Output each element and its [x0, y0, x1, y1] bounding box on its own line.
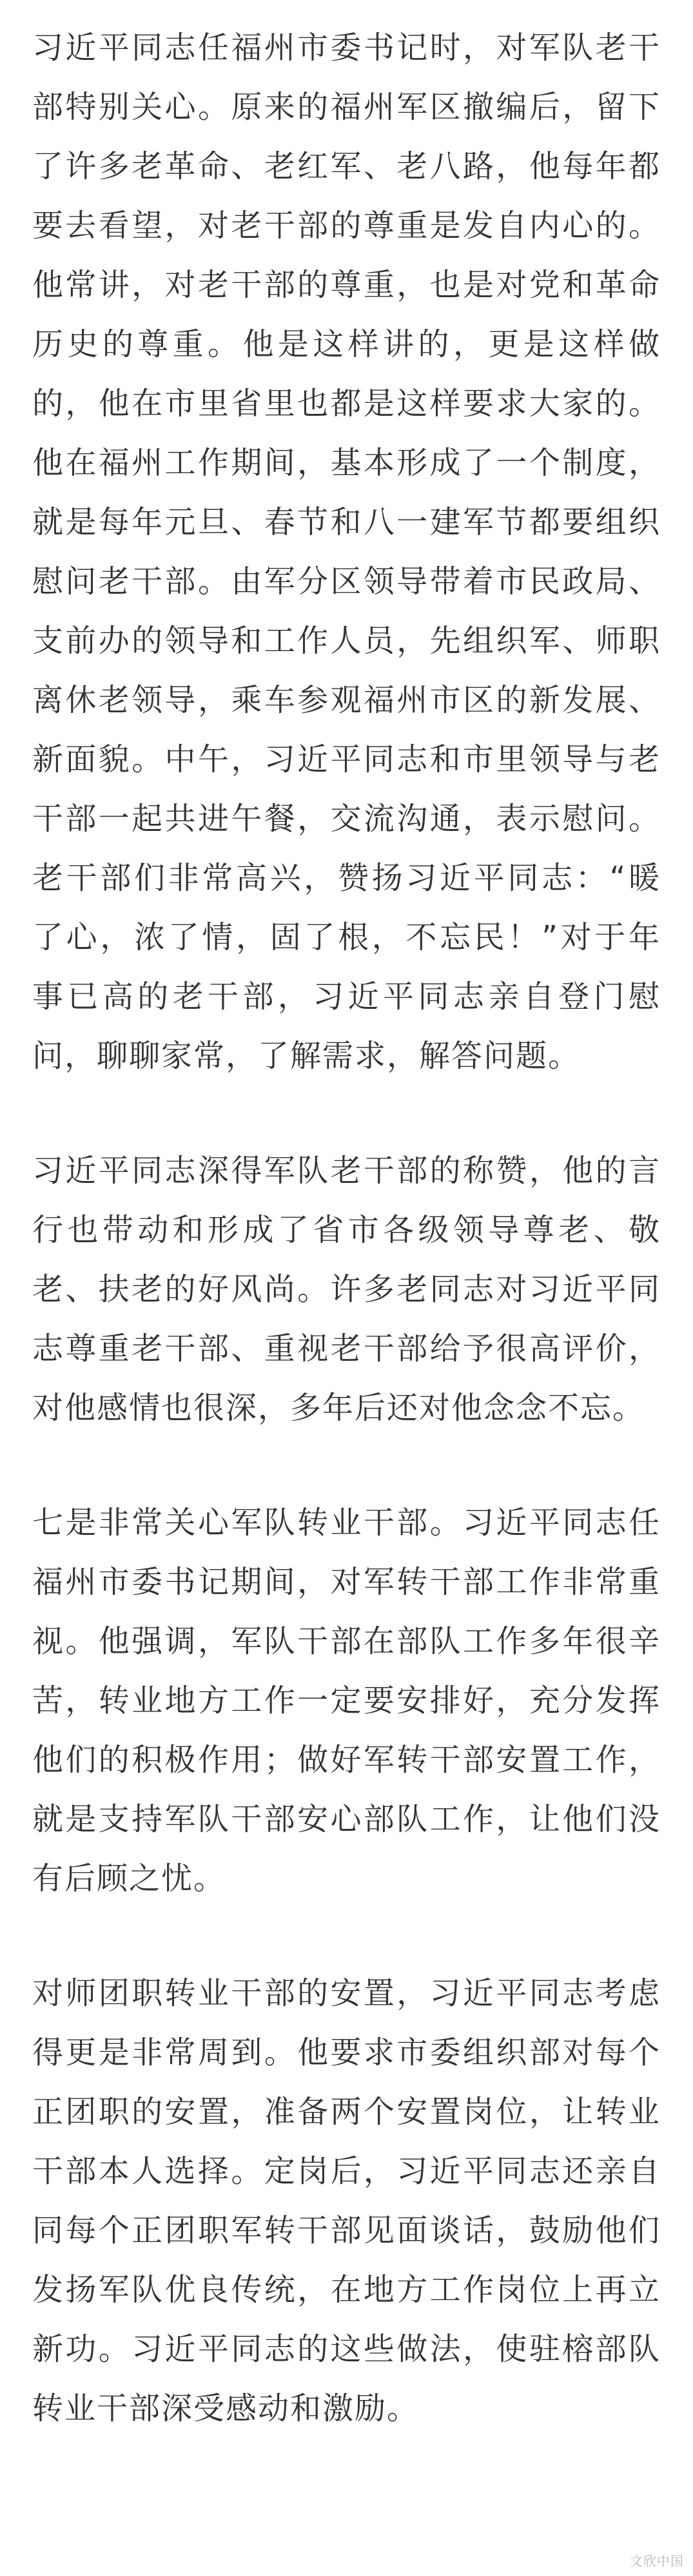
paragraph-3: 七是非常关心军队转业干部。习近平同志任福州市委书记期间，对军转干部工作非常重视。他强调，军队干部在部队工作多年很辛苦，转业地方工作一定要安排好，充分发挥他们的积极作用；做好军转干部安置工作，就是支持军队干部安心部队工作，让他们没有后顾之忧。: [32, 1505, 661, 1897]
watermark: 文欣中国: [630, 2553, 684, 2569]
article-body: [32, 18, 661, 2493]
paragraph-1: 习近平同志任福州市委书记时，对军队老干部特别关心。原来的福州军区撤编后，留下了许多老革命、老红军、老八路，他每年都要去看望，对老干部的尊重是发自内心的。他常讲，对老干部的尊重，也是对党和革命历史的尊重。他是这样讲的，更是这样做的，他在市里省里也都是这样要求大家的。他在福州工作期间，基本形成了一个制度，就是每年元旦、春节和八一建军节都要组织慰问老干部。由军分区领导带着市民政局、支前办的领导和工作人员，先组织军、师职离休老领导，乘车参观福州市区的新发展、新面貌。中午，习近平同志和市里领导与老干部一起共进午餐，交流沟通，表示慰问。老干部们非常高兴，赞扬习近平同志：“暖了心，浓了情，固了根，不忘民！”对于年事已高的老干部，习近平同志亲自登门慰问，聊聊家常，了解需求，解答问题。: [32, 30, 661, 1074]
paragraph-4: 对师团职转业干部的安置，习近平同志考虑得更是非常周到。他要求市委组织部对每个正团职的安置，准备两个安置岗位，让转业干部本人选择。定岗后，习近平同志还亲自同每个正团职军转干部见面谈话，鼓励他们发扬军队优良传统，在地方工作岗位上再立新功。习近平同志的这些做法，使驻榕部队转业干部深受感动和激励。: [32, 1975, 661, 2426]
paragraph-2: 习近平同志深得军队老干部的称赞，他的言行也带动和形成了省市各级领导尊老、敬老、扶老的好风尚。许多老同志对习近平同志尊重老干部、重视老干部给予很高评价，对他感情也很深，多年后还对他念念不忘。: [32, 1153, 661, 1426]
